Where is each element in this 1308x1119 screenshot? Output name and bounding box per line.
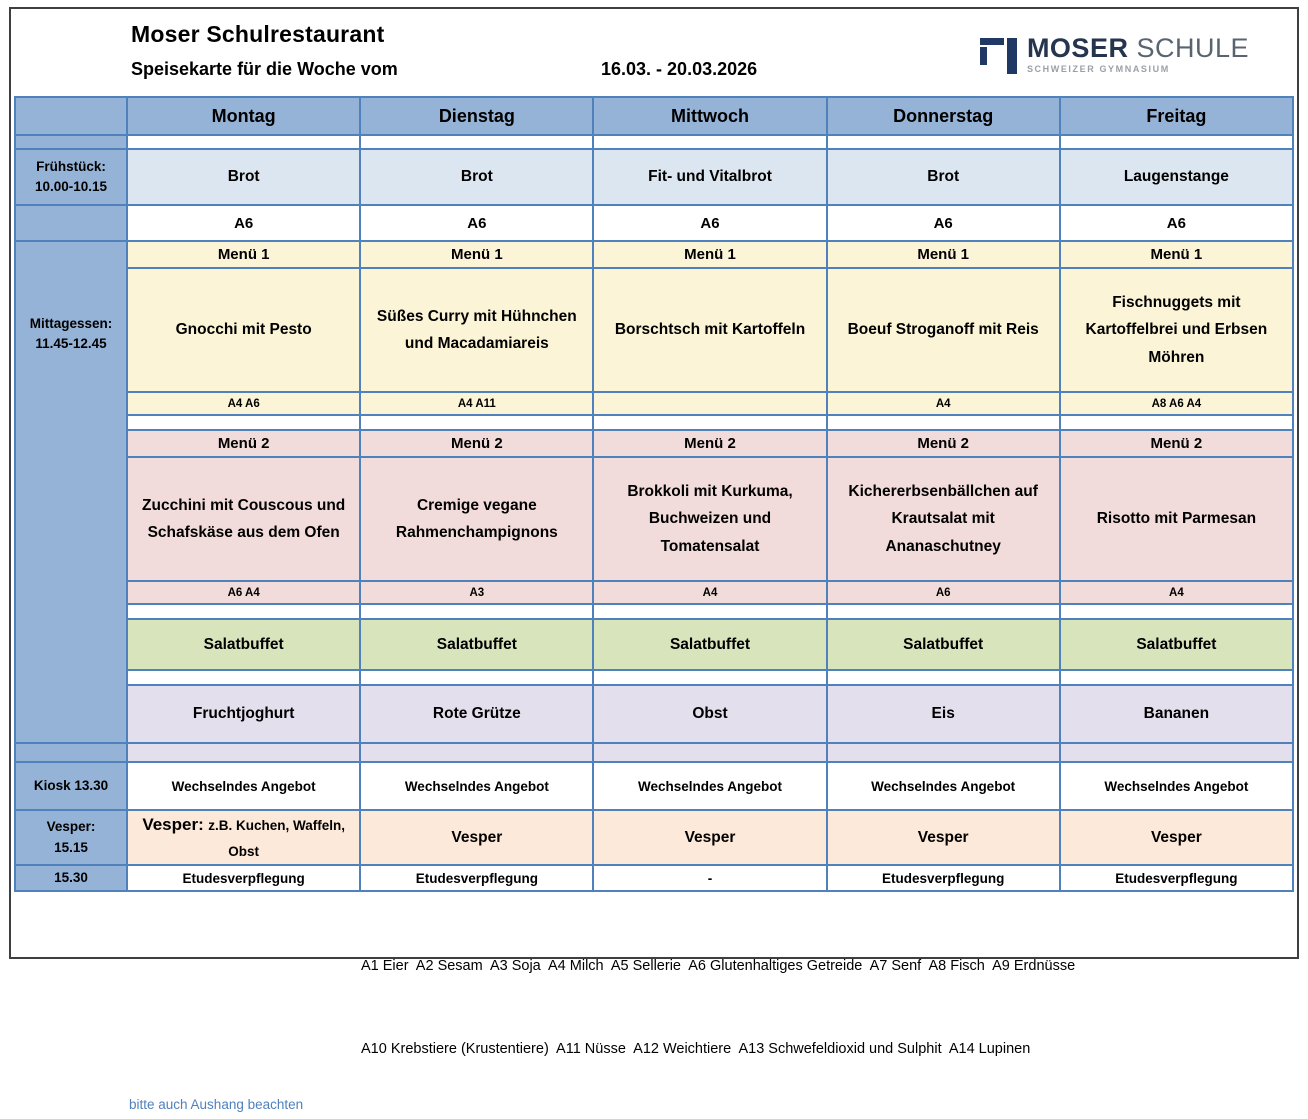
- week-range: 16.03. - 20.03.2026: [601, 59, 758, 79]
- fruehstueck-allergen-mittwoch: A6: [593, 205, 826, 241]
- salatbuffet-freitag: Salatbuffet: [1060, 619, 1293, 670]
- spacer-cell: [593, 135, 826, 149]
- menu2-allergen-freitag: A4: [1060, 581, 1293, 604]
- menu2-header-donnerstag: Menü 2: [827, 430, 1060, 457]
- spacer-cell: [15, 135, 127, 149]
- menu1-dish-mittwoch: Borschtsch mit Kartoffeln: [593, 268, 826, 392]
- vesper-montag: Vesper: z.B. Kuchen, Waffeln, Obst: [127, 810, 360, 865]
- day-header-dienstag: Dienstag: [360, 97, 593, 135]
- etude-dienstag: Etudesverpflegung: [360, 865, 593, 891]
- salatbuffet-montag: Salatbuffet: [127, 619, 360, 670]
- menu2-allergen-montag: A6 A4: [127, 581, 360, 604]
- row-label-empty: [15, 205, 127, 241]
- spacer-cell: [827, 670, 1060, 685]
- corner-cell: [15, 97, 127, 135]
- menu2-dish-montag: Zucchini mit Couscous und Schafskäse aus dem Ofen: [127, 457, 360, 581]
- row-label-vesper: Vesper: 15.15: [15, 810, 127, 865]
- menu1-header-dienstag: Menü 1: [360, 241, 593, 268]
- etude-montag: Etudesverpflegung: [127, 865, 360, 891]
- fruehstueck-donnerstag: Brot: [827, 149, 1060, 205]
- spacer-cell: [127, 670, 360, 685]
- fruehstueck-freitag: Laugenstange: [1060, 149, 1293, 205]
- menu2-header-dienstag: Menü 2: [360, 430, 593, 457]
- fruehstueck-allergen-dienstag: A6: [360, 205, 593, 241]
- dessert-dienstag: Rote Grütze: [360, 685, 593, 743]
- dessert-donnerstag: Eis: [827, 685, 1060, 743]
- spacer-cell: [1060, 670, 1293, 685]
- weekly-menu-table: [14, 96, 1294, 892]
- spacer-cell: [827, 743, 1060, 762]
- row-label-fruehstueck: Frühstück: 10.00-10.15: [15, 149, 127, 205]
- menu1-header-montag: Menü 1: [127, 241, 360, 268]
- fruehstueck-mittwoch: Fit- und Vitalbrot: [593, 149, 826, 205]
- spacer-cell: [15, 743, 127, 762]
- row-label-kiosk: Kiosk 13.30: [15, 762, 127, 810]
- spacer-cell: [360, 135, 593, 149]
- allergen-legend-line1: A1 Eier A2 Sesam A3 Soja A4 Milch A5 Sellerie A6 Glutenhaltiges Getreide A7 Senf A8 Fisch A9 Erdnüsse: [361, 958, 1076, 975]
- menu1-allergen-mittwoch: [593, 392, 826, 415]
- day-header-donnerstag: Donnerstag: [827, 97, 1060, 135]
- day-header-mittwoch: Mittwoch: [593, 97, 826, 135]
- kiosk-montag: Wechselndes Angebot: [127, 762, 360, 810]
- spacer-cell: [127, 415, 360, 430]
- spacer-cell: [360, 670, 593, 685]
- fruehstueck-allergen-donnerstag: A6: [827, 205, 1060, 241]
- allergen-legend-line2: A10 Krebstiere (Krustentiere) A11 Nüsse A12 Weichtiere A13 Schwefeldioxid und Sulphit A14 Lupinen: [361, 1040, 1031, 1057]
- salatbuffet-donnerstag: Salatbuffet: [827, 619, 1060, 670]
- menu1-dish-dienstag: Süßes Curry mit Hühnchen und Macadamiareis: [360, 268, 593, 392]
- logo-name-primary: MOSER: [1026, 33, 1129, 63]
- kiosk-dienstag: Wechselndes Angebot: [360, 762, 593, 810]
- vesper-dienstag: Vesper: [360, 810, 593, 865]
- kiosk-freitag: Wechselndes Angebot: [1060, 762, 1293, 810]
- menu1-header-donnerstag: Menü 1: [827, 241, 1060, 268]
- etude-donnerstag: Etudesverpflegung: [827, 865, 1060, 891]
- salatbuffet-mittwoch: Salatbuffet: [593, 619, 826, 670]
- menu2-dish-mittwoch: Brokkoli mit Kurkuma, Buchweizen und Tomatensalat: [593, 457, 826, 581]
- row-label-mittagessen: Mittagessen: 11.45-12.45: [15, 241, 127, 743]
- menu2-dish-dienstag: Cremige vegane Rahmenchampignons: [360, 457, 593, 581]
- allergen-legend: [361, 898, 1075, 1118]
- day-header-montag: Montag: [127, 97, 360, 135]
- moser-schule-logo: [980, 35, 1249, 74]
- dessert-freitag: Bananen: [1060, 685, 1293, 743]
- spacer-cell: [127, 135, 360, 149]
- kiosk-mittwoch: Wechselndes Angebot: [593, 762, 826, 810]
- etude-mittwoch: -: [593, 865, 826, 891]
- menu2-header-freitag: Menü 2: [1060, 430, 1293, 457]
- spacer-cell: [593, 415, 826, 430]
- menu2-header-montag: Menü 2: [127, 430, 360, 457]
- spacer-cell: [593, 670, 826, 685]
- logo-name-secondary: SCHULE: [1136, 33, 1249, 63]
- kiosk-donnerstag: Wechselndes Angebot: [827, 762, 1060, 810]
- menu2-allergen-mittwoch: A4: [593, 581, 826, 604]
- menu1-dish-montag: Gnocchi mit Pesto: [127, 268, 360, 392]
- spacer-cell: [827, 604, 1060, 619]
- day-header-freitag: Freitag: [1060, 97, 1293, 135]
- dessert-mittwoch: Obst: [593, 685, 826, 743]
- menu1-allergen-dienstag: A4 A11: [360, 392, 593, 415]
- vesper-mittwoch: Vesper: [593, 810, 826, 865]
- spacer-cell: [1060, 415, 1293, 430]
- spacer-cell: [827, 135, 1060, 149]
- logo-tagline: SCHWEIZER GYMNASIUM: [1026, 64, 1170, 74]
- vesper-freitag: Vesper: [1060, 810, 1293, 865]
- spacer-cell: [127, 743, 360, 762]
- salatbuffet-dienstag: Salatbuffet: [360, 619, 593, 670]
- menu1-allergen-freitag: A8 A6 A4: [1060, 392, 1293, 415]
- fruehstueck-allergen-montag: A6: [127, 205, 360, 241]
- page-title: Moser Schulrestaurant: [131, 21, 385, 47]
- menu1-header-freitag: Menü 1: [1060, 241, 1293, 268]
- spacer-cell: [360, 604, 593, 619]
- spacer-cell: [360, 415, 593, 430]
- subtitle: Speisekarte für die Woche vom: [131, 59, 398, 79]
- menu1-dish-freitag: Fischnuggets mit Kartoffelbrei und Erbsen Möhren: [1060, 268, 1293, 392]
- menu1-dish-donnerstag: Boeuf Stroganoff mit Reis: [827, 268, 1060, 392]
- sheet-footer: [11, 898, 1297, 1118]
- vesper-donnerstag: Vesper: [827, 810, 1060, 865]
- menu2-header-mittwoch: Menü 2: [593, 430, 826, 457]
- spacer-cell: [360, 743, 593, 762]
- etude-freitag: Etudesverpflegung: [1060, 865, 1293, 891]
- fruehstueck-dienstag: Brot: [360, 149, 593, 205]
- spacer-cell: [593, 604, 826, 619]
- menu-sheet: [9, 7, 1299, 1112]
- spacer-cell: [127, 604, 360, 619]
- dessert-montag: Fruchtjoghurt: [127, 685, 360, 743]
- menu1-allergen-donnerstag: A4: [827, 392, 1060, 415]
- row-label-1530: 15.30: [15, 865, 127, 891]
- menu1-header-mittwoch: Menü 1: [593, 241, 826, 268]
- menu1-allergen-montag: A4 A6: [127, 392, 360, 415]
- sheet-header: [11, 9, 1297, 95]
- spacer-cell: [827, 415, 1060, 430]
- menu2-allergen-donnerstag: A6: [827, 581, 1060, 604]
- spacer-cell: [1060, 604, 1293, 619]
- fruehstueck-allergen-freitag: A6: [1060, 205, 1293, 241]
- spacer-cell: [1060, 743, 1293, 762]
- spacer-cell: [593, 743, 826, 762]
- aushang-note: bitte auch Aushang beachten: [129, 1096, 304, 1112]
- menu2-allergen-dienstag: A3: [360, 581, 593, 604]
- menu2-dish-freitag: Risotto mit Parmesan: [1060, 457, 1293, 581]
- logo-mark-icon: [980, 38, 1018, 74]
- fruehstueck-montag: Brot: [127, 149, 360, 205]
- spacer-cell: [1060, 135, 1293, 149]
- menu2-dish-donnerstag: Kichererbsenbällchen auf Krautsalat mit Ananaschutney: [827, 457, 1060, 581]
